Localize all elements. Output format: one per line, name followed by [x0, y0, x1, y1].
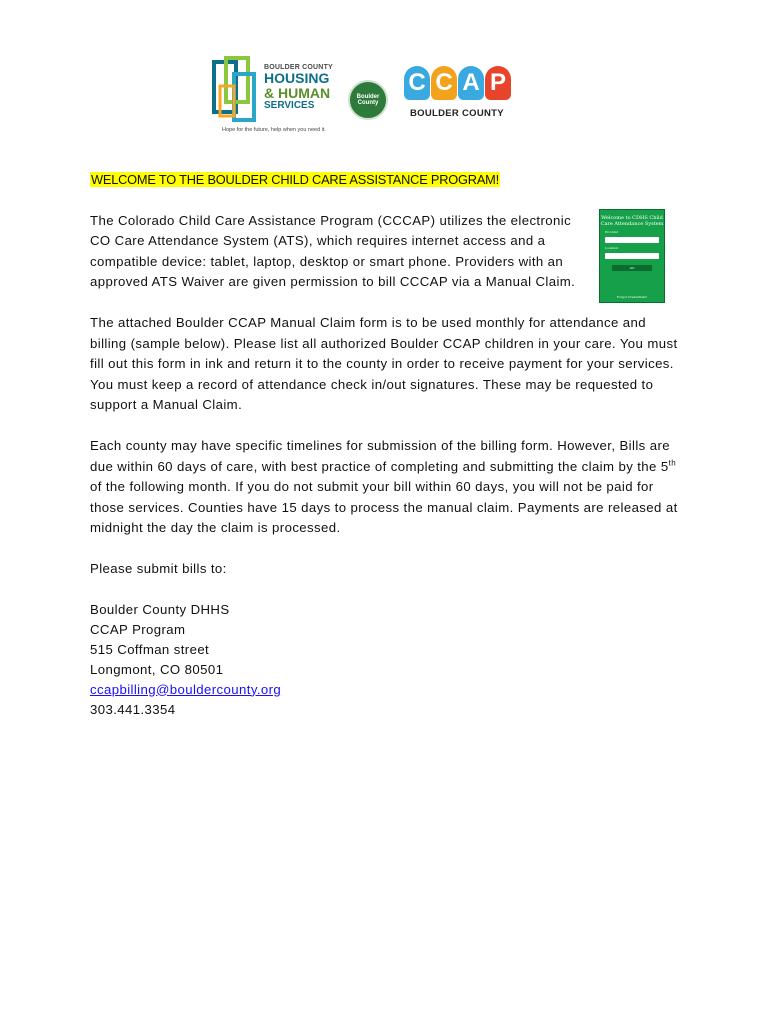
address-line2: CCAP Program — [90, 621, 186, 637]
address-line4: Longmont, CO 80501 — [90, 661, 224, 677]
email-link[interactable]: ccapbilling@bouldercounty.org — [90, 681, 282, 697]
phone-number: 303.441.3354 — [90, 701, 176, 717]
housing-human-services-logo — [208, 52, 338, 138]
ccap-logo — [404, 66, 516, 136]
ats-field2-label: Location — [605, 246, 619, 250]
timelines-text-a: Each county may have specific timelines for submission of the billing form. However, Bills are due within 60 days of care, with best practice of completing and submitting the claim by the 5 — [90, 437, 670, 474]
ccap-letter-3: A — [458, 66, 484, 100]
manual-claim-paragraph: The attached Boulder CCAP Manual Claim form is to be used monthly for attendance and billing (sample below). Please list all authorized Boulder CCAP children in your care. You must fill out this form in ink and return it to the county in order to receive payment for your services. You must keep a record of attendance check in/out signatures. These may be requested to support a Manual Claim. — [90, 314, 678, 413]
header-logos — [208, 52, 528, 142]
ats-footer: Forgot Credentials? — [616, 295, 648, 299]
hhs-logo-line3: & HUMAN — [264, 85, 331, 102]
address-line3: 515 Coffman street — [90, 641, 210, 657]
ccap-logo-subtitle: BOULDER COUNTY — [410, 108, 504, 119]
ats-go-button: GO — [612, 265, 652, 271]
timelines-text-b: of the following month. If you do not submit your bill within 60 days, you will not be paid for those services. Counties have 15 days to process the manual claim. Payments are released at midnight the day the claim is processed. — [90, 479, 678, 536]
seal-line2: County — [357, 100, 379, 106]
ats-field1-label: Provider — [605, 230, 619, 234]
hhs-logo-line1: BOULDER COUNTY — [264, 64, 333, 71]
intro-paragraph: The Colorado Child Care Assistance Program (CCCAP) utilizes the electronic CO Care Attendance System (ATS), which requires internet access and a compatible device: tablet, laptop, desktop or smart phone. Providers with an approved ATS Waiver are given permission to bill CCCAP via a Manual Claim. — [90, 212, 576, 290]
hhs-emblem-icon — [212, 56, 262, 126]
seal-line1: Boulder — [356, 93, 380, 100]
ccap-letter-1: C — [404, 66, 430, 100]
submit-instruction: Please submit bills to: — [90, 560, 227, 576]
welcome-heading: WELCOME TO THE BOULDER CHILD CARE ASSISTANCE PROGRAM! — [91, 172, 499, 187]
ats-title: Welcome to CDHS Child Care Attendance System — [600, 215, 664, 227]
ccap-letter-2: C — [431, 66, 457, 100]
document-body — [90, 170, 680, 720]
hhs-tagline: Hope for the future, help when you need it. — [222, 127, 326, 133]
hhs-logo-line2: HOUSING — [264, 70, 330, 87]
boulder-county-seal — [348, 80, 388, 120]
ccap-letter-4: P — [485, 66, 511, 100]
hhs-logo-line4: SERVICES — [264, 99, 315, 111]
mailing-address — [90, 600, 680, 720]
timelines-paragraph — [90, 436, 680, 539]
timelines-sup: th — [668, 458, 677, 468]
address-line1: Boulder County DHHS — [90, 601, 230, 617]
